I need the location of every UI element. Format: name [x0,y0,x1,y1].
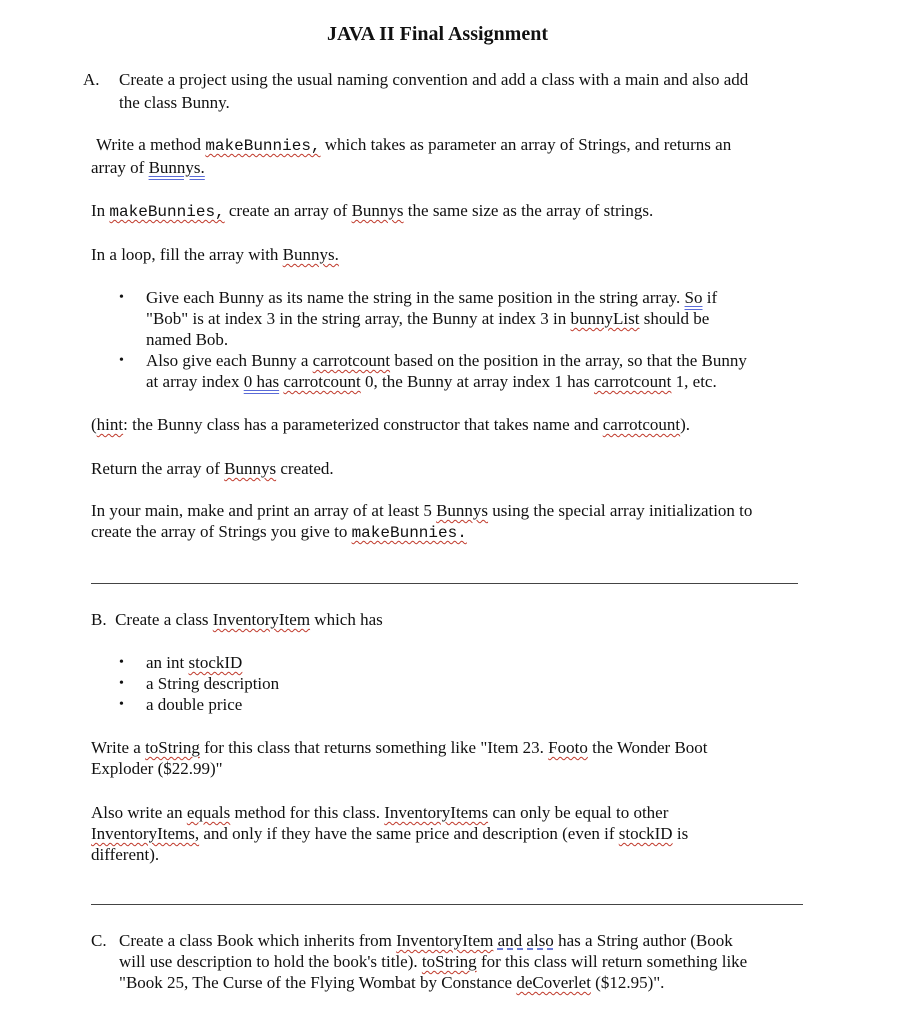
bullet-carrot-line-1: Also give each Bunny a carrotcount based on the position in the array, so that the Bunny [146,351,747,370]
paragraph-hint: (hint: the Bunny class has a parameterized constructor that takes name and carrotcount). [91,415,691,434]
page-title: JAVA II Final Assignment [327,23,548,45]
divider [91,583,798,584]
bullet-name-line-3: named Bob. [146,330,229,349]
bullet-name-line-2: "Bob" is at index 3 in the string array, the Bunny at index 3 in bunnyList should be [146,309,710,328]
paragraph-tostring-2: Exploder ($22.99)" [91,759,223,778]
paragraph-return: Return the array of Bunnys created. [91,459,334,478]
bullet-icon: • [119,290,124,305]
field-price: a double price [146,695,243,714]
field-description: a String description [146,674,280,693]
bullet-icon: • [119,353,124,368]
section-c-line-2: will use description to hold the book's title). toString for this class will return something like [119,952,748,971]
divider [91,904,803,905]
paragraph-makebunnies-2: array of Bunnys. [91,158,205,177]
paragraph-equals-1: Also write an equals method for this class. InventoryItems can only be equal to other [91,803,669,822]
paragraph-makebunnies-1: Write a method makeBunnies, which takes as parameter an array of Strings, and returns an [96,135,732,155]
paragraph-equals-2: InventoryItems, and only if they have the same price and description (even if stockID is [91,824,689,843]
section-a-line-1: Create a project using the usual naming convention and add a class with a main and also add [119,70,749,89]
bullet-icon: • [119,676,124,691]
bullet-icon: • [119,655,124,670]
paragraph-tostring-1: Write a toString for this class that returns something like "Item 23. Footo the Wonder Boot [91,738,708,757]
bullet-carrot-line-2: at array index 0 has carrotcount 0, the Bunny at array index 1 has carrotcount 1, etc. [146,372,717,391]
section-b-line-1: B. Create a class InventoryItem which has [91,610,383,629]
paragraph-equals-3: different). [91,845,160,864]
section-a-marker: A. [83,70,100,89]
paragraph-create-array: In makeBunnies, create an array of Bunnys the same size as the array of strings. [91,201,654,221]
paragraph-main-2: create the array of Strings you give to makeBunnies. [91,522,467,542]
bullet-icon: • [119,697,124,712]
section-a-line-2: the class Bunny. [119,93,230,112]
paragraph-main-1: In your main, make and print an array of at least 5 Bunnys using the special array initialization to [91,501,753,520]
section-c-line-1: Create a class Book which inherits from InventoryItem and also has a String author (Book [119,931,733,950]
section-c-line-3: "Book 25, The Curse of the Flying Wombat by Constance deCoverlet ($12.95)". [119,973,665,992]
section-c-marker: C. [91,931,107,950]
paragraph-loop: In a loop, fill the array with Bunnys. [91,245,339,264]
bullet-name-line-1: Give each Bunny as its name the string in the same position in the string array. So if [146,288,718,307]
field-stockid: an int stockID [146,653,243,672]
